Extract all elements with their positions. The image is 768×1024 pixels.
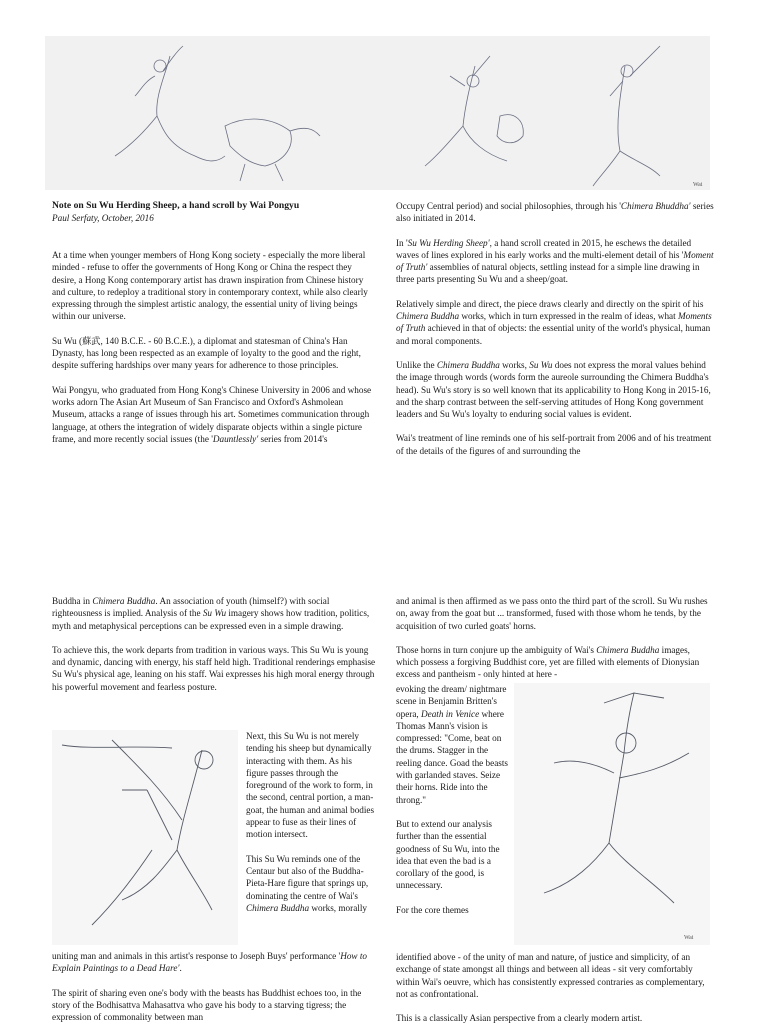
paragraph: Su Wu (蘇武, 140 B.C.E. - 60 B.C.E.), a diplomat and statesman of China's Han Dynasty, has long been respected as an example of loyalty to the good and the right, despite suffering hardships over many years for adherence to those principles.	[52, 335, 361, 371]
page2-wrap-text-right	[396, 683, 508, 916]
page2-right-bottom	[396, 951, 714, 1024]
paragraph: evoking the dream/ nightmare scene in Benjamin Britten's opera, Death in Venice where Thomas Mann's vision is compressed: "Come, beat on the drums. Stagger in the reeling dance. Goad the beasts with garlanded staves. Seize their horns. Ride into the throng."	[396, 684, 508, 805]
paragraph: In 'Su Wu Herding Sheep', a hand scroll created in 2015, he eschews the detailed waves of lines explored in his early works and the multi-element detail of his 'Moment of Truth' assemblies of natural objects, settling instead for a simple line drawing in three parts presenting Su Wu and a sheep/goat.	[396, 237, 714, 285]
page2-left-column	[52, 595, 377, 693]
paragraph: For the core themes	[396, 904, 469, 915]
paragraph: Those horns in turn conjure up the ambiguity of Wai's Chimera Buddha images, which possess a forgiving Buddhist core, yet are filled with elements of Dionysian excess and pantheism - only hinted at here -	[396, 644, 700, 680]
paragraph: Buddha in Chimera Buddha. An association of youth (himself?) with social righteousness is implied. Analysis of the Su Wu imagery shows how tradition, politics, myth and metaphysical perceptions can be expressed even in a simple drawing.	[52, 596, 370, 631]
paragraph: At a time when younger members of Hong Kong society - especially the more liberal minded - refuse to offer the governments of Hong Kong or China the respect they desire, a Hong Kong contemporary artist has drawn inspiration from Chinese history and culture, to redeploy a traditional story in contemporary context, while also clearly expressing through the simplest artistic analogy, the essential unity of living beings within our universe.	[52, 250, 368, 322]
paragraph: Relatively simple and direct, the piece draws clearly and directly on the spirit of his Chimera Buddha works, which in turn expressed in the realm of ideas, what Moments of Truth achieved in that of objects: the essential unity of the world's physical, human and moral components.	[396, 298, 712, 346]
paragraph: Wai Pongyu, who graduated from Hong Kong's Chinese University in 2006 and whose works adorn The Asian Art Museum of San Francisco and Oxford's Ashmolean Museum, attacks a range of issues through his art. Sometimes communication through language, at others the integration of widely disparate objects within a single picture frame, and more recently social issues (the 'Dauntlessly' series from 2014's	[52, 384, 372, 444]
scroll-image	[45, 36, 710, 190]
page2-right-column	[396, 595, 714, 681]
paragraph: The spirit of sharing even one's body with the beasts has Buddhist echoes too, in the story of the Bodhisattva Mahasattva who gave his body to a starving tigress; the expression of commonality between man	[52, 987, 362, 1023]
article-byline: Paul Serfaty, October, 2016	[52, 213, 154, 224]
paragraph: This is a classically Asian perspective from a clearly modern artist.	[396, 1013, 643, 1024]
paragraph: To achieve this, the work departs from tradition in various ways. This Su Wu is young and dynamic, dancing with energy, his staff held high. Traditional renderings emphasise Su Wu's physical age, leaning on his staff. Wai expresses his high moral energy through his powerful movement and fearless posture.	[52, 644, 376, 692]
page1-right-column	[396, 200, 714, 457]
article-title: Note on Su Wu Herding Sheep, a hand scroll by Wai Pongyu	[52, 200, 300, 211]
scroll-drawing	[45, 36, 710, 190]
paragraph: Wai's treatment of line reminds one of his self-portrait from 2006 and of his treatment of the details of the figures of and surrounding the	[396, 433, 712, 456]
paragraph: and animal is then affirmed as we pass onto the third part of the scroll. Su Wu rushes on, away from the goat but ... transformed, fused with those whom he tends, by the acquisition of two curled goats' horns.	[396, 596, 708, 631]
page2-left-bottom	[52, 950, 377, 1023]
paragraph: Next, this Su Wu is not merely tending his sheep but dynamically interacting with them. As his figure passes through the foreground of the work to form, in the second, central portion, a man-goat, the human and animal bodies appear to fuse as their lines of motion intersect.	[246, 731, 375, 840]
paragraph: uniting man and animals in this artist's response to Joseph Buys' performance 'How to Explain Paintings to a Dead Hare'.	[52, 951, 368, 974]
article-header	[52, 200, 377, 225]
sketch-signature: Wai	[684, 935, 694, 941]
sketch-drawing-right	[514, 683, 710, 945]
page2-wrap-text-left	[246, 730, 376, 914]
paragraph: Unlike the Chimera Buddha works, Su Wu does not express the moral values behind the image through words (words form the aureole surrounding the Chimera Buddha's head). Su Wu's story is so well known that its applicability to Hong Kong in 2015-16, and the sharp contrast between the self-serving attitudes of Hong Kong government leaders and Su Wu's loyalty to enduring social values is evident.	[396, 359, 711, 420]
sketch-image-left	[52, 730, 238, 945]
sketch-image-right	[514, 683, 710, 945]
page1-left-column	[52, 249, 377, 445]
scroll-signature: Wai	[693, 182, 703, 188]
sketch-drawing-left	[52, 730, 238, 945]
paragraph: Occupy Central period) and social philosophies, through his 'Chimera Bhuddha' series also initiated in 2014.	[396, 201, 714, 224]
paragraph: identified above - of the unity of man and nature, of justice and simplicity, of an exchange of state amongst all things and between all ideas - sit very comfortably within Wai's oeuvre, which has consistently expressed contraries as complementary, not as confrontational.	[396, 952, 705, 999]
paragraph: But to extend our analysis further than the essential goodness of Su Wu, into the idea that even the bad is a corollary of the good, is unnecessary.	[396, 818, 500, 891]
paragraph: This Su Wu reminds one of the Centaur but also of the Buddha-Pieta-Hare figure that springs up, dominating the centre of Wai's Chimera Buddha works, morally	[246, 853, 369, 913]
